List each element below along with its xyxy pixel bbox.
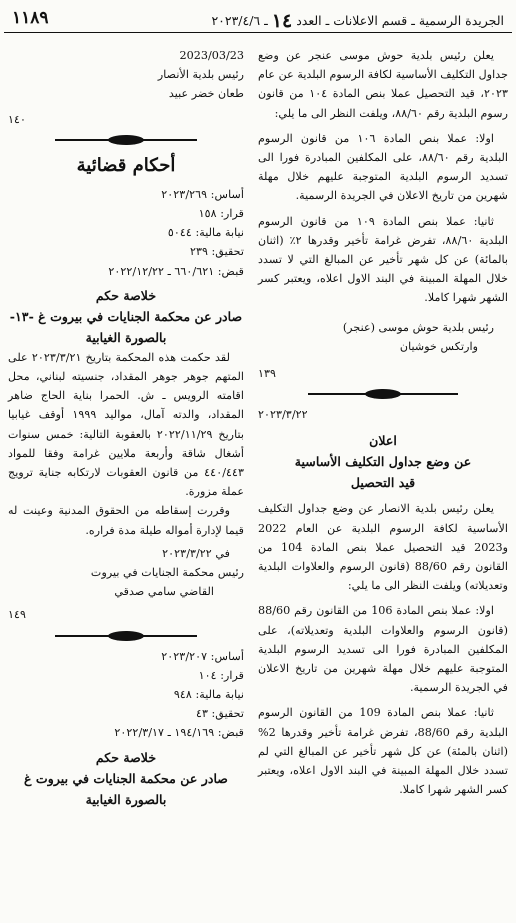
notice2-subheading-2: قيد التحصيل — [350, 475, 416, 491]
header-issue-number: ١٤ — [271, 10, 293, 32]
notice-tail-date: 2023/03/23 — [179, 49, 244, 62]
case2-heading: خلاصة حكم — [95, 749, 157, 765]
notice2-first-clause: اولا: عملا بنص المادة 106 من القانون رقم 88/60 (قانون الرسوم والعلاوات البلدية وتعديلاته)، على المكلفين المبادرة فورا الى تسديد الرسوم البلدية المتوجبة عليهم خلال مهلة شهرين من تاريخ الاعلان في الجريدة الرسمية. — [258, 604, 508, 695]
case2-asas: أساس: ٢٠٢٣/٢٠٧ — [161, 649, 244, 663]
case2-qabd: قبض: ١٩٤/١٦٩ ـ ٢٠٢٢/٣/١٧ — [114, 726, 244, 740]
notice1-number: ١٣٩ — [258, 367, 277, 381]
notice1-signature-name: وارتكس خوشيان — [399, 339, 478, 353]
header-title-prefix: الجريدة الرسمية ـ قسم الاعلانات ـ العدد — [296, 13, 504, 28]
case2-tahqiq: تحقيق: ٤٣ — [195, 707, 244, 721]
section-divider — [258, 387, 508, 401]
case2-subheading-2: بالصورة الغيابية — [85, 791, 167, 807]
header-title — [211, 10, 504, 32]
notice2-intro: يعلن رئيس بلدية الانصار عن وضع جداول التكليف الأساسية لكافة الرسوم البلدية عن العام 2022 و2023 قيد التحصيل عملا بنص المادة 104 من القانون رقم 88/60 (قانون الرسوم والعلاوات البلدية وتعديلاته) ويلفت النظر الى ما يلي: — [258, 502, 508, 593]
right-column — [258, 46, 508, 800]
case1-niyaba: نيابة مالية: ٥٠٤٤ — [167, 226, 244, 240]
page-number: ١١٨٩ — [12, 8, 49, 28]
notice1-signature-title: رئيس بلدية حوش موسى (عنجر) — [342, 320, 494, 334]
case1-subheading: صادر عن محكمة الجنايات في بيروت غ -١٣- — [9, 308, 243, 324]
section-divider — [8, 133, 244, 147]
notice-tail-number: ١٤٠ — [8, 112, 27, 126]
section-title: أحكام قضائية — [76, 154, 176, 176]
notice2-date: ٢٠٢٣/٣/٢٢ — [258, 408, 308, 422]
notice2-subheading: عن وضع جداول التكليف الأساسية — [294, 454, 472, 470]
notice2-second-clause: ثانيا: عملا بنص المادة 109 من القانون الرسوم البلدية رقم 88/60، تفرض غرامة تأخير وقدرها 2% (اثنان بالمئة) عن كل شهر تأخير عن المبالغ التي لم تسدد خلال المهلة المبينة في البند الاول اعلاه، ويعتبر كسر الشهر شهرا كاملا. — [258, 706, 509, 797]
page-header — [4, 6, 512, 33]
case1-qabd: قبض: ٦٦٠/٦٢١ ـ ٢٠٢٢/١٢/٢٢ — [108, 264, 244, 278]
case1-heading: خلاصة حكم — [95, 287, 157, 303]
case1-body: لقد حكمت هذه المحكمة بتاريخ ٢٠٢٣/٣/٢١ على المتهم جوهر جوهر المقداد، جنسيته لبناني، محل اقامته الرويس ـ ش. الحمرا بناية الحاج ضاهر المقداد، والدته آمال، مواليد ١٩٩٩ أوقف غيابيا بتاريخ ٢٠٢٢/١١/٢٩ بالعقوبة التالية: خمس سنوات أشغال شاقة وأربعة ملايين غرامة وفقا للمواد ٤٤٠/٤٤٣ من قانون العقوبات لارتكابه جناية ترويج عملة مزورة. — [8, 350, 244, 499]
notice1-intro: يعلن رئيس بلدية حوش موسى عنجر عن وضع جداول التكليف الأساسية لكافة الرسوم البلدية عن عام ٢٠٢٣، قيد التحصيل عملا بنص المادة ١٠٤ من قانون رسوم البلدية رقم ٨٨/٦٠، ويلفت النظر الى ما يلي: — [258, 49, 508, 120]
notice-tail-signature-title: رئيس بلدية الأنصار — [157, 68, 244, 82]
case1-date-line: في ٢٠٢٣/٣/٢٢ — [162, 546, 230, 560]
case2-subheading: صادر عن محكمة الجنايات في بيروت غ — [23, 770, 228, 786]
header-date: ـ ٢٠٢٣/٤/٦ — [211, 13, 268, 28]
case1-body-2: وقررت إسقاطه من الحقوق المدنية وعينت له قيما لإدارة أمواله طيلة مدة فراره. — [8, 504, 244, 537]
notice1-first-clause: اولا: عملا بنص المادة ١٠٦ من قانون الرسوم البلدية رقم ٨٨/٦٠، على المكلفين المبادرة فورا الى تسديد الرسوم البلدية المتوجبة عليهم خلال مهلة شهرين من تاريخ الاعلان في الجريدة الرسمية. — [258, 131, 509, 203]
case1-number: ١٤٩ — [8, 608, 27, 622]
case1-qarar: قرار: ١٥٨ — [198, 207, 244, 221]
notice-tail-signature-name: طعان خضر عبيد — [168, 87, 244, 101]
case2-qarar: قرار: ١٠٤ — [198, 668, 244, 682]
case1-signature-title: رئيس محكمة الجنايات في بيروت — [90, 566, 244, 580]
notice1-second-clause: ثانيا: عملا بنص المادة ١٠٩ من قانون الرسوم البلدية ٨٨/٦٠، تفرض غرامة تأخير وقدرها ٢٪ (اثنان بالمائة) عن كل شهر تأخير عن المبالغ التي لا تسدد خلال المهلة المبينة في البند الاول اعلاه، ويعتبر كسر الشهر شهرا كاملا. — [258, 214, 509, 305]
case1-subheading-2: بالصورة الغيابية — [85, 329, 167, 345]
case2-niyaba: نيابة مالية: ٩٤٨ — [173, 688, 244, 702]
section-divider — [8, 629, 244, 643]
case1-tahqiq: تحقيق: ٢٣٩ — [189, 245, 244, 259]
notice2-heading: اعلان — [369, 433, 397, 449]
case1-signature-name: القاضي سامي صدقي — [114, 585, 214, 599]
case1-asas: أساس: ٢٠٢٣/٢٦٩ — [161, 187, 244, 201]
left-column — [8, 46, 244, 810]
